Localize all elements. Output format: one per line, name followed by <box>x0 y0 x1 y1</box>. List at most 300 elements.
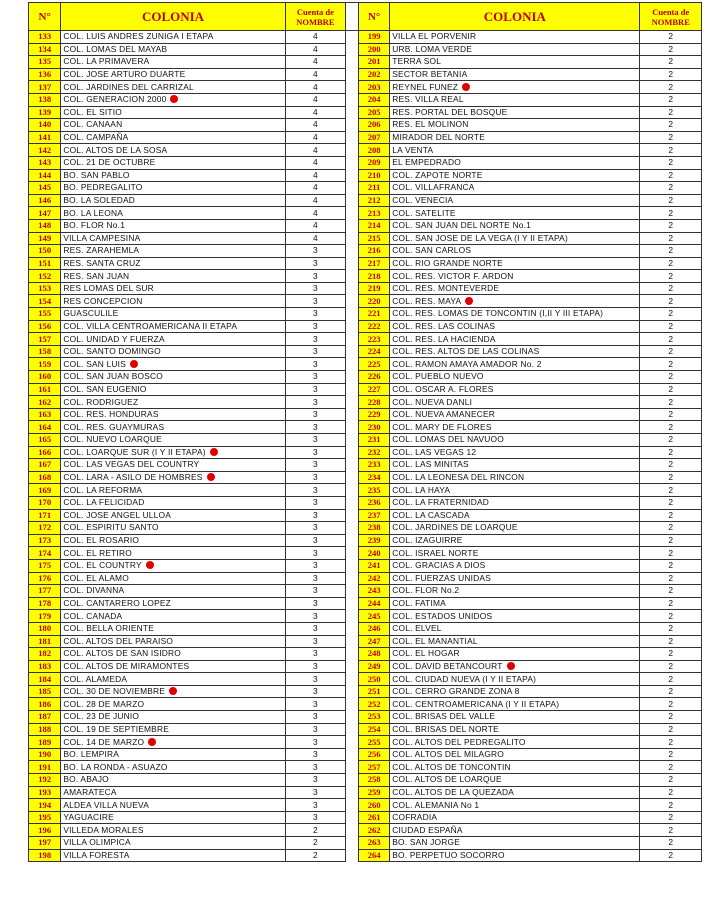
colonia-name <box>390 774 640 787</box>
table-row <box>29 723 702 736</box>
row-number-text: 197 <box>38 837 52 848</box>
colonia-name-text: COL. CIUDAD NUEVA (I Y II ETAPA) <box>392 673 537 684</box>
colonia-name <box>61 320 285 333</box>
row-number <box>29 144 61 157</box>
table-row <box>29 711 702 724</box>
table-row <box>29 471 702 484</box>
row-number-text: 246 <box>367 623 381 634</box>
name-count-text: 2 <box>668 660 674 671</box>
name-count <box>640 446 702 459</box>
row-number-text: 199 <box>367 31 381 42</box>
colonia-name-text: COL. 21 DE OCTUBRE <box>63 157 156 168</box>
name-count <box>640 232 702 245</box>
name-count <box>285 799 345 812</box>
name-count <box>285 93 345 106</box>
name-count-text: 3 <box>313 761 318 772</box>
colonia-name-text: COL. LA PRIMAVERA <box>63 56 150 67</box>
row-number <box>359 295 390 308</box>
name-count <box>285 559 345 572</box>
name-count <box>285 685 345 698</box>
colonia-name-text: COL. EL COUNTRY <box>63 560 142 571</box>
name-count-text: 4 <box>313 31 318 42</box>
colonia-name-text: COL. RES. MONTEVERDE <box>392 283 500 294</box>
colonia-name <box>390 282 640 295</box>
name-count <box>640 396 702 409</box>
name-count-text: 4 <box>313 94 318 105</box>
row-number-text: 153 <box>38 283 52 294</box>
colonia-name <box>61 496 285 509</box>
colonia-name <box>390 648 640 661</box>
row-number <box>29 232 61 245</box>
name-count-text: 2 <box>668 535 674 546</box>
colonia-name-text: COL. CANADA <box>63 610 123 621</box>
column-gap <box>346 736 359 749</box>
column-gap <box>346 786 359 799</box>
name-count <box>285 471 345 484</box>
row-number <box>29 119 61 132</box>
row-number-text: 231 <box>367 434 381 445</box>
name-count-text: 2 <box>668 421 674 432</box>
colonia-name-text: COL. RES. GUAYMURAS <box>63 421 165 432</box>
name-count-text: 3 <box>313 799 318 810</box>
colonia-name-text: LA VENTA <box>392 144 434 155</box>
colonia-name-text: RES. SANTA CRUZ <box>63 257 141 268</box>
row-number <box>29 711 61 724</box>
row-number <box>29 219 61 232</box>
row-number <box>359 673 390 686</box>
column-gap <box>346 93 359 106</box>
colonia-name-text: BO. PERPETUO SOCORRO <box>392 849 505 860</box>
row-number-text: 226 <box>367 371 381 382</box>
red-marker-dot-icon <box>462 83 470 91</box>
colonia-name <box>390 144 640 157</box>
name-count <box>285 345 345 358</box>
row-number <box>359 774 390 787</box>
colonia-name-text: COL. EL SITIO <box>63 106 122 117</box>
colonia-name-text: COFRADIA <box>392 812 438 823</box>
colonia-name <box>61 849 285 862</box>
table-row <box>29 219 702 232</box>
name-count-text: 2 <box>668 585 674 596</box>
row-number-text: 208 <box>367 144 381 155</box>
colonia-name <box>61 408 285 421</box>
red-marker-dot-icon <box>210 448 218 456</box>
name-count <box>640 648 702 661</box>
colonia-name <box>61 56 285 69</box>
colonia-name <box>61 156 285 169</box>
row-number-text: 181 <box>38 635 52 646</box>
name-count <box>640 56 702 69</box>
column-gap <box>346 68 359 81</box>
colonia-name <box>390 43 640 56</box>
row-number-text: 212 <box>367 195 381 206</box>
colonia-name <box>390 673 640 686</box>
red-marker-dot-icon <box>146 561 154 569</box>
name-count <box>640 799 702 812</box>
colonia-name <box>61 345 285 358</box>
name-count-text: 3 <box>313 572 318 583</box>
name-count <box>285 748 345 761</box>
row-number <box>359 81 390 94</box>
row-number <box>29 509 61 522</box>
colonia-name-text: BO. ABAJO <box>63 774 109 785</box>
colonia-name <box>390 811 640 824</box>
name-count-text: 3 <box>313 472 318 483</box>
table-row <box>29 572 702 585</box>
row-number <box>29 43 61 56</box>
name-count <box>640 547 702 560</box>
row-number <box>359 837 390 850</box>
column-gap <box>346 459 359 472</box>
name-count-text: 2 <box>668 182 674 193</box>
colonia-name <box>61 648 285 661</box>
name-count <box>640 282 702 295</box>
column-gap <box>346 660 359 673</box>
name-count-text: 2 <box>668 509 674 520</box>
name-count <box>640 484 702 497</box>
colonia-name <box>61 559 285 572</box>
colonia-name <box>390 182 640 195</box>
row-number-text: 222 <box>367 320 381 331</box>
table-row <box>29 786 702 799</box>
row-number-text: 229 <box>367 409 381 420</box>
colonia-name <box>61 81 285 94</box>
name-count-text: 3 <box>313 371 318 382</box>
name-count-text: 3 <box>313 623 318 634</box>
colonia-name-text: COL. FUERZAS UNIDAS <box>392 572 491 583</box>
colonia-name-text: COL. FATIMA <box>392 598 446 609</box>
row-number <box>29 660 61 673</box>
name-count-text: 2 <box>668 598 674 609</box>
table-row <box>29 522 702 535</box>
column-gap <box>346 837 359 850</box>
column-gap <box>346 408 359 421</box>
name-count <box>285 144 345 157</box>
colonia-name-text: BO. LEMPIRA <box>63 749 120 760</box>
column-gap <box>346 774 359 787</box>
name-count-text: 3 <box>313 283 318 294</box>
name-count-text: 2 <box>668 799 674 810</box>
row-number-text: 202 <box>367 69 381 80</box>
row-number <box>29 333 61 346</box>
row-number-text: 169 <box>38 484 52 495</box>
name-count <box>285 207 345 220</box>
name-count <box>285 547 345 560</box>
row-number <box>29 446 61 459</box>
header-colonia-right: COLONIA <box>390 3 640 31</box>
row-number <box>29 257 61 270</box>
colonia-name <box>390 509 640 522</box>
row-number <box>359 509 390 522</box>
colonia-name-text: COL. CENTROAMERICANA (I Y II ETAPA) <box>392 698 560 709</box>
column-gap <box>346 811 359 824</box>
row-number-text: 243 <box>367 585 381 596</box>
table-row <box>29 698 702 711</box>
colonia-name <box>61 673 285 686</box>
row-number <box>29 396 61 409</box>
table-row <box>29 333 702 346</box>
row-number <box>29 496 61 509</box>
colonia-name <box>61 182 285 195</box>
row-number <box>359 446 390 459</box>
row-number-text: 242 <box>367 572 381 583</box>
name-count <box>640 559 702 572</box>
colonia-name-text: BO. LA RONDA - ASUAZO <box>63 761 168 772</box>
row-number-text: 137 <box>38 81 52 92</box>
colonia-name-text: COL. RES. LA HACIENDA <box>392 333 496 344</box>
row-number <box>359 622 390 635</box>
row-number-text: 203 <box>367 81 381 92</box>
row-number <box>359 194 390 207</box>
colonia-name <box>390 56 640 69</box>
name-count-text: 2 <box>313 824 318 835</box>
colonia-name-text: COL. ALTOS DE LOARQUE <box>392 774 502 785</box>
table-row <box>29 434 702 447</box>
row-number-text: 217 <box>367 257 381 268</box>
name-count <box>640 509 702 522</box>
colonia-name <box>61 484 285 497</box>
name-count-text: 3 <box>313 648 318 659</box>
row-number <box>29 610 61 623</box>
colonia-name <box>61 736 285 749</box>
colonia-name <box>61 282 285 295</box>
row-number-text: 158 <box>38 346 52 357</box>
name-count-text: 3 <box>313 484 318 495</box>
row-number <box>29 245 61 258</box>
name-count <box>285 774 345 787</box>
row-number-text: 148 <box>38 220 52 231</box>
row-number <box>359 232 390 245</box>
name-count-text: 2 <box>668 383 674 394</box>
column-gap <box>346 119 359 132</box>
colonia-name-text: COL. NUEVO LOARQUE <box>63 434 162 445</box>
colonia-name <box>61 799 285 812</box>
name-count <box>285 434 345 447</box>
row-number-text: 204 <box>367 94 381 105</box>
name-count-text: 2 <box>668 396 674 407</box>
column-gap <box>346 31 359 44</box>
row-number-text: 171 <box>38 509 52 520</box>
colonia-name <box>61 358 285 371</box>
name-count-text: 4 <box>313 220 318 231</box>
name-count <box>285 169 345 182</box>
colonia-name <box>61 421 285 434</box>
row-number <box>359 610 390 623</box>
name-count <box>640 434 702 447</box>
row-number-text: 135 <box>38 56 52 67</box>
column-gap <box>346 723 359 736</box>
colonia-name-text: COL. EL MANANTIAL <box>392 635 478 646</box>
name-count <box>285 761 345 774</box>
colonia-name-text: RES. VILLA REAL <box>392 94 464 105</box>
name-count <box>640 257 702 270</box>
colonia-name <box>61 219 285 232</box>
name-count <box>285 383 345 396</box>
row-number <box>359 572 390 585</box>
row-number-text: 185 <box>38 686 52 697</box>
name-count-text: 4 <box>313 144 318 155</box>
table-row <box>29 119 702 132</box>
name-count-text: 3 <box>313 295 318 306</box>
row-number <box>29 68 61 81</box>
colonia-name <box>61 572 285 585</box>
colonia-name-text: COL. MARY DE FLORES <box>392 421 492 432</box>
row-number <box>359 308 390 321</box>
colonia-name-text: COL. 14 DE MARZO <box>63 736 145 747</box>
name-count-text: 3 <box>313 698 318 709</box>
name-count <box>640 698 702 711</box>
row-number <box>29 308 61 321</box>
name-count-text: 3 <box>313 749 318 760</box>
colonia-name-text: BO. SAN PABLO <box>63 169 130 180</box>
row-number <box>29 559 61 572</box>
colonia-name <box>61 824 285 837</box>
row-number-text: 201 <box>367 56 381 67</box>
column-gap <box>346 698 359 711</box>
name-count <box>285 270 345 283</box>
name-count-text: 2 <box>668 522 674 533</box>
colonia-name-text: COL. GENERACION 2000 <box>63 94 167 105</box>
row-number-text: 255 <box>367 736 381 747</box>
name-count <box>285 459 345 472</box>
column-gap <box>346 131 359 144</box>
column-gap <box>346 320 359 333</box>
colonia-name-text: COL. SAN EUGENIO <box>63 383 147 394</box>
name-count <box>285 622 345 635</box>
name-count-text: 4 <box>313 81 318 92</box>
row-number-text: 257 <box>367 761 381 772</box>
colonia-name <box>390 824 640 837</box>
colonia-name <box>390 119 640 132</box>
row-number <box>359 484 390 497</box>
colonia-name <box>390 131 640 144</box>
colonia-name-text: BO. SAN JORGE <box>392 837 461 848</box>
name-count-text: 3 <box>313 358 318 369</box>
colonia-name <box>390 723 640 736</box>
row-number <box>359 711 390 724</box>
row-number <box>359 786 390 799</box>
name-count-text: 2 <box>668 698 674 709</box>
table-row <box>29 811 702 824</box>
name-count <box>285 660 345 673</box>
colonia-name <box>390 219 640 232</box>
colonia-name <box>390 232 640 245</box>
name-count <box>640 383 702 396</box>
colonia-name <box>61 811 285 824</box>
colonia-name <box>390 320 640 333</box>
name-count <box>285 811 345 824</box>
colonia-name-text: COL. 19 DE SEPTIEMBRE <box>63 723 170 734</box>
red-marker-dot-icon <box>465 297 473 305</box>
table-row <box>29 446 702 459</box>
table-row <box>29 484 702 497</box>
colonia-name-text: VILLA FORESTA <box>63 849 130 860</box>
name-count-text: 3 <box>313 333 318 344</box>
name-count-text: 3 <box>313 320 318 331</box>
row-number-text: 192 <box>38 774 52 785</box>
row-number-text: 133 <box>38 31 52 42</box>
row-number <box>29 673 61 686</box>
table-row <box>29 245 702 258</box>
name-count <box>285 723 345 736</box>
row-number-text: 252 <box>367 698 381 709</box>
colonia-name <box>390 257 640 270</box>
colonia-name-text: COL. EL ROSARIO <box>63 535 140 546</box>
name-count <box>640 320 702 333</box>
name-count-text: 2 <box>668 497 674 508</box>
column-gap <box>346 144 359 157</box>
colonia-name <box>390 270 640 283</box>
row-number-text: 194 <box>38 799 52 810</box>
name-count <box>640 31 702 44</box>
table-row <box>29 270 702 283</box>
colonia-name <box>61 371 285 384</box>
row-number <box>359 496 390 509</box>
name-count <box>285 673 345 686</box>
column-gap <box>346 3 359 31</box>
colonia-name-text: COL. PUEBLO NUEVO <box>392 371 484 382</box>
table-row <box>29 257 702 270</box>
colonia-name <box>390 446 640 459</box>
name-count-text: 2 <box>668 648 674 659</box>
header-number-right: N° <box>359 3 390 31</box>
row-number-text: 189 <box>38 736 52 747</box>
colonia-name-text: COL. 30 DE NOVIEMBRE <box>63 686 166 697</box>
row-number-text: 144 <box>38 169 52 180</box>
row-number <box>29 56 61 69</box>
row-number-text: 155 <box>38 308 52 319</box>
row-number-text: 150 <box>38 245 52 256</box>
colonia-name-text: YAGUACIRE <box>63 812 114 823</box>
row-number <box>29 471 61 484</box>
colonia-name <box>390 345 640 358</box>
colonia-name-text: BO. FLOR No.1 <box>63 220 126 231</box>
row-number-text: 173 <box>38 535 52 546</box>
colonia-name-text: COL. ALTOS DEL PEDREGALITO <box>392 736 526 747</box>
name-count-text: 2 <box>313 837 318 848</box>
colonia-name-text: RES. PORTAL DEL BOSQUE <box>392 106 508 117</box>
row-number <box>359 748 390 761</box>
row-number <box>359 68 390 81</box>
colonia-name <box>390 295 640 308</box>
colonia-name-text: COL. ALTOS DE MIRAMONTES <box>63 660 190 671</box>
row-number <box>359 270 390 283</box>
colonia-name-text: COL. ALTOS DE LA SOSA <box>63 144 168 155</box>
column-gap <box>346 194 359 207</box>
row-number-text: 193 <box>38 786 52 797</box>
colonia-name <box>61 698 285 711</box>
row-number-text: 232 <box>367 446 381 457</box>
colonia-name <box>61 383 285 396</box>
colonia-name <box>390 837 640 850</box>
colonia-name-text: COL. SAN JUAN BOSCO <box>63 371 164 382</box>
name-count-text: 2 <box>668 295 674 306</box>
name-count <box>640 622 702 635</box>
name-count-text: 3 <box>313 660 318 671</box>
colonia-name-text: COL. SAN LUIS <box>63 358 126 369</box>
row-number <box>359 547 390 560</box>
name-count <box>640 723 702 736</box>
colonia-name <box>61 43 285 56</box>
column-gap <box>346 421 359 434</box>
colonia-name-text: COL. NUEVA DANLI <box>392 396 473 407</box>
name-count <box>285 610 345 623</box>
table-row <box>29 320 702 333</box>
colonia-name-text: COL. ESPIRITU SANTO <box>63 522 159 533</box>
row-number <box>29 748 61 761</box>
row-number-text: 191 <box>38 761 52 772</box>
colonia-name-text: COL. ALTOS DE TONCONTIN <box>392 761 511 772</box>
